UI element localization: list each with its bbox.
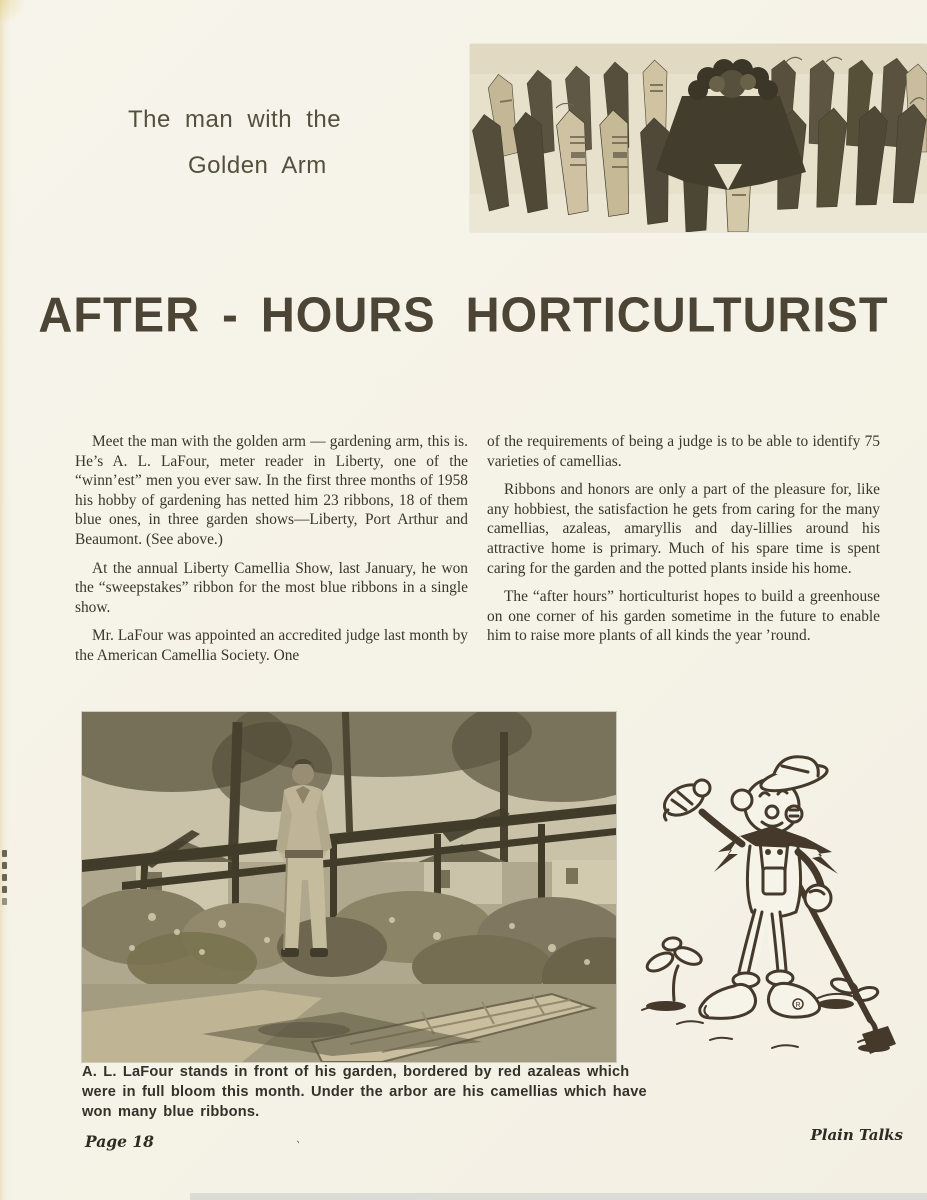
article-column-left xyxy=(75,432,468,675)
scan-corner-tint xyxy=(0,0,26,26)
paragraph: Mr. LaFour was appointed an accredited judge last month by the American Camellia Society. One xyxy=(75,627,468,664)
binding-mark xyxy=(2,862,7,869)
article-column-right xyxy=(487,432,880,655)
kicker-line1: The man with the xyxy=(128,106,342,133)
binding-mark xyxy=(2,850,7,857)
binding-mark xyxy=(2,898,7,905)
mascot-art xyxy=(622,748,922,1058)
paragraph: of the requirements of being a judge is to be able to identify 75 varieties of camellias. xyxy=(487,433,880,470)
mascot-illustration xyxy=(622,748,922,1058)
paragraph: Ribbons and honors are only a part of the pleasure for, like any hobbiest, the satisfaction he gets from caring for the many camellias, azaleas, amaryllis and day-lillies around his attractive home is primary. Much of his spare time is spent caring for the garden and the potted plants inside his home. xyxy=(487,481,880,577)
page-number: Page 18 xyxy=(85,1132,154,1151)
paragraph: Meet the man with the golden arm — gardening arm, this is. He’s A. L. LaFour, meter reader in Liberty, one of the “winn’est” men you ever saw. In the first three months of 1958 his hobby of gardening has netted him 23 ribbons, 18 of them blue ones, in three garden shows—Liberty, Port Arthur and Beaumont. (See above.) xyxy=(75,433,468,548)
kicker-line2: Golden Arm xyxy=(188,152,327,179)
garden-photo-art xyxy=(82,712,616,1062)
ribbons-photo-art xyxy=(470,44,927,232)
magazine-name: Plain Talks xyxy=(810,1126,903,1144)
binding-mark xyxy=(2,886,7,893)
article-title xyxy=(0,286,927,343)
page-bottom-edge xyxy=(190,1193,927,1200)
ribbons-photo xyxy=(470,44,927,232)
article-kicker xyxy=(128,106,341,180)
page-binding-edge xyxy=(0,0,10,1200)
stray-mark: ` xyxy=(293,1137,302,1154)
title-part1: AFTER - HOURS xyxy=(38,286,436,343)
paragraph: At the annual Liberty Camellia Show, last January, he won the “sweepstakes” ribbon for the most blue ribbons in a single show. xyxy=(75,559,468,616)
binding-mark xyxy=(2,874,7,881)
paragraph: The “after hours” horticulturist hopes to build a greenhouse on one corner of his garden sometime in the future to enable him to raise more plants of all kinds the year ’round. xyxy=(487,588,880,645)
svg-text:R: R xyxy=(795,1002,801,1009)
title-part2: HORTICULTURIST xyxy=(465,286,889,343)
garden-photo xyxy=(82,712,616,1062)
photo-caption: A. L. LaFour stands in front of his garden, bordered by red azaleas which were in full bloom this month. Under the arbor are his camellias which have won many blue ribbons. xyxy=(82,1064,647,1120)
